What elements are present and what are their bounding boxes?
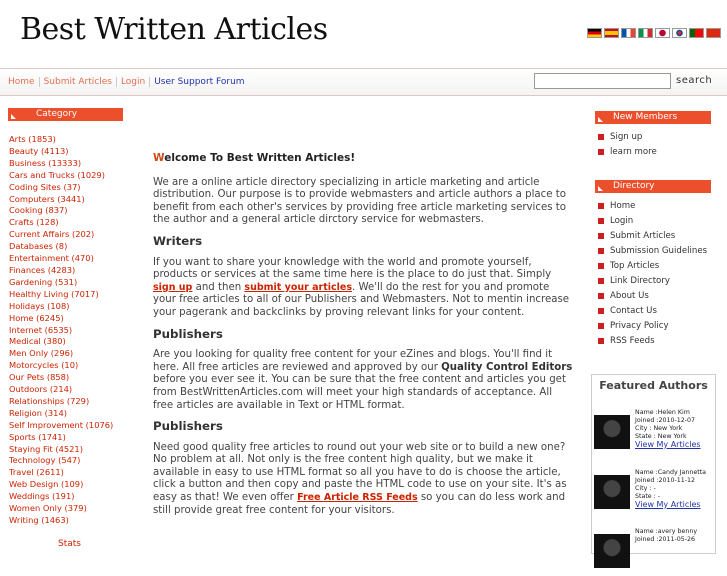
author-photo bbox=[594, 415, 630, 449]
author-name: Name :Candy Jannetta bbox=[635, 469, 707, 476]
category-link[interactable]: Staying Fit (4521) bbox=[9, 443, 83, 454]
welcome-text: elcome To Best Written Articles! bbox=[164, 152, 356, 164]
directory-link[interactable]: RSS Feeds bbox=[598, 334, 707, 349]
author-joined: Joined :2011-05-26 bbox=[635, 536, 696, 543]
category-link[interactable]: Self Improvement (1076) bbox=[9, 419, 114, 430]
category-link[interactable]: Entertainment (470) bbox=[9, 253, 94, 264]
directory-link[interactable]: Submission Guidelines bbox=[598, 244, 707, 259]
publishers-paragraph-2 bbox=[153, 442, 573, 518]
author-photo bbox=[594, 534, 630, 568]
category-link[interactable]: Databases (8) bbox=[9, 241, 68, 252]
publishers-text-1: Are you looking for quality free content for your eZines and blogs. You'll find it here. All free articles are reviewed and approved by our bbox=[153, 349, 553, 373]
flag-spanish-icon[interactable] bbox=[604, 28, 619, 38]
flag-chinese-icon[interactable] bbox=[706, 28, 721, 38]
nav-home-link[interactable]: Home bbox=[4, 77, 40, 87]
category-link[interactable]: Gardening (531) bbox=[9, 276, 78, 287]
directory-link[interactable]: Submit Articles bbox=[598, 229, 707, 244]
author-joined: Joined :2010-11-12 bbox=[635, 477, 696, 484]
author-info bbox=[635, 528, 697, 544]
site-title: Best Written Articles bbox=[20, 12, 328, 47]
directory-link[interactable]: Privacy Policy bbox=[598, 319, 707, 334]
author-city: City : New York bbox=[635, 425, 683, 432]
submit-articles-link[interactable]: submit your articles bbox=[244, 281, 352, 293]
search-input[interactable] bbox=[534, 73, 671, 89]
category-link[interactable]: Business (13333) bbox=[9, 157, 82, 168]
category-link[interactable]: Women Only (379) bbox=[9, 503, 87, 514]
category-link[interactable]: Our Pets (858) bbox=[9, 372, 70, 383]
directory-link[interactable]: Top Articles bbox=[598, 259, 707, 274]
publishers2-text-2: so you can do less work and still provide great free content for your visitors. bbox=[153, 492, 566, 516]
view-articles-link[interactable]: View My Articles bbox=[635, 500, 701, 509]
new-members-link[interactable]: learn more bbox=[598, 145, 657, 160]
stats-header: Stats bbox=[58, 539, 81, 549]
nav-bar bbox=[0, 68, 727, 96]
writers-text-3: . We'll do the rest for you and promote your free articles to all of our Publishers and Webmasters. Not to mentin increase your pagerank and backclinks by proving relevant links for your content. bbox=[153, 281, 570, 318]
category-link[interactable]: Home (6245) bbox=[9, 312, 64, 323]
category-link[interactable]: Arts (1853) bbox=[9, 134, 56, 144]
flag-german-icon[interactable] bbox=[587, 28, 602, 38]
category-link[interactable]: Outdoors (214) bbox=[9, 384, 73, 395]
writers-paragraph bbox=[153, 257, 573, 320]
category-link[interactable]: Relationships (729) bbox=[9, 395, 90, 406]
author-joined: Joined :2010-12-07 bbox=[635, 417, 696, 424]
publishers-heading: Publishers bbox=[153, 326, 223, 341]
category-link[interactable]: Internet (6535) bbox=[9, 324, 73, 335]
nav-support-forum-link[interactable]: User Support Forum bbox=[154, 77, 245, 87]
author-state: State : New York bbox=[635, 433, 687, 440]
category-list bbox=[9, 134, 113, 527]
directory-link[interactable]: Contact Us bbox=[598, 304, 707, 319]
writers-text-1: If you want to share your knowledge with the world and promote yourself, products or services at the same time here is the place to do just that. Simply bbox=[153, 256, 552, 281]
category-link[interactable]: Cars and Trucks (1029) bbox=[9, 169, 105, 180]
directory-link[interactable]: Home bbox=[598, 199, 707, 214]
rss-feeds-link[interactable]: Free Article RSS Feeds bbox=[297, 492, 418, 504]
category-link[interactable]: Current Affairs (202) bbox=[9, 229, 95, 240]
category-link[interactable]: Coding Sites (37) bbox=[9, 181, 81, 192]
new-members-header: New Members bbox=[595, 111, 711, 124]
author-state: State : - bbox=[635, 493, 661, 500]
author-card bbox=[592, 469, 717, 517]
new-members-list bbox=[598, 130, 657, 160]
view-articles-link[interactable]: View My Articles bbox=[635, 440, 701, 449]
publishers-text-2: before you ever see it. You can be sure that the free content and articles you get from BestWrittenArticles.com will meet your high standards of acceptance. All free articles are available in Text or HTML format. bbox=[153, 374, 566, 411]
author-name: Name :Helen Kim bbox=[635, 409, 690, 416]
category-link[interactable]: Medical (380) bbox=[9, 336, 66, 347]
main-content bbox=[153, 152, 573, 517]
category-link[interactable]: Healthy Living (7017) bbox=[9, 288, 99, 299]
publishers2-text-1: Need good quality free articles to round out your web site or to build a new one? No problem at all. Not only is the free content high quality, but we make it available in easy to use HTML format so all you have to do is choose the article, click a button and then copy and paste the HTML code to use on your site. It's as easy as that! We even offer bbox=[153, 441, 567, 504]
category-link[interactable]: Weddings (191) bbox=[9, 491, 75, 502]
author-card bbox=[592, 409, 717, 457]
flag-korean-icon[interactable] bbox=[672, 28, 687, 38]
category-link[interactable]: Writing (1463) bbox=[9, 515, 69, 525]
directory-link[interactable]: About Us bbox=[598, 289, 707, 304]
welcome-heading bbox=[153, 152, 573, 165]
quality-control-editors-text: Quality Control Editors bbox=[441, 361, 573, 373]
category-link[interactable]: Finances (4283) bbox=[9, 264, 76, 275]
category-link[interactable]: Religion (314) bbox=[9, 407, 67, 418]
publishers-paragraph bbox=[153, 349, 573, 412]
flag-french-icon[interactable] bbox=[621, 28, 636, 38]
directory-link[interactable]: Link Directory bbox=[598, 274, 707, 289]
featured-authors-box bbox=[591, 374, 716, 554]
category-link[interactable]: Cooking (837) bbox=[9, 205, 68, 216]
search-button[interactable]: search bbox=[676, 75, 713, 86]
category-link[interactable]: Men Only (296) bbox=[9, 348, 74, 359]
author-name: Name :avery benny bbox=[635, 528, 698, 535]
category-link[interactable]: Holidays (108) bbox=[9, 300, 70, 311]
author-photo bbox=[594, 475, 630, 509]
new-members-link[interactable]: Sign up bbox=[598, 130, 657, 145]
intro-paragraph: We are a online article directory specializing in article marketing and article distribution. Our purpose is to provide webmasters and article authors a place to benefit from each other's services by providing free article marketing services to the author and a general article dirctory service for webmasters. bbox=[153, 176, 567, 226]
author-info bbox=[635, 409, 701, 449]
author-city: City : - bbox=[635, 485, 656, 492]
flag-italian-icon[interactable] bbox=[638, 28, 653, 38]
author-card bbox=[592, 528, 717, 576]
sign-up-link[interactable]: sign up bbox=[153, 281, 193, 293]
category-link[interactable]: Crafts (128) bbox=[9, 217, 59, 228]
nav-submit-articles-link[interactable]: Submit Articles bbox=[40, 77, 117, 87]
directory-header: Directory bbox=[595, 180, 711, 193]
flag-japanese-icon[interactable] bbox=[655, 28, 670, 38]
nav-login-link[interactable]: Login bbox=[117, 77, 150, 87]
category-link[interactable]: Motorcycles (10) bbox=[9, 360, 79, 371]
writers-heading: Writers bbox=[153, 233, 203, 248]
category-link[interactable]: Sports (1741) bbox=[9, 431, 66, 442]
category-link[interactable]: Technology (547) bbox=[9, 455, 81, 466]
category-link[interactable]: Travel (2611) bbox=[9, 467, 64, 478]
main-nav bbox=[4, 77, 249, 87]
publishers-heading-2: Publishers bbox=[153, 419, 223, 434]
category-link[interactable]: Web Design (109) bbox=[9, 479, 84, 490]
category-link[interactable]: Beauty (4113) bbox=[9, 145, 69, 156]
flag-portuguese-icon[interactable] bbox=[689, 28, 704, 38]
writers-text-2: and then bbox=[192, 281, 245, 293]
directory-list bbox=[598, 199, 707, 349]
category-link[interactable]: Computers (3441) bbox=[9, 193, 85, 204]
author-info bbox=[635, 469, 706, 509]
category-header: Category bbox=[8, 108, 123, 121]
directory-link[interactable]: Login bbox=[598, 214, 707, 229]
language-flags bbox=[587, 28, 721, 38]
welcome-initial: W bbox=[153, 152, 165, 164]
featured-authors-title: Featured Authors bbox=[599, 379, 708, 392]
